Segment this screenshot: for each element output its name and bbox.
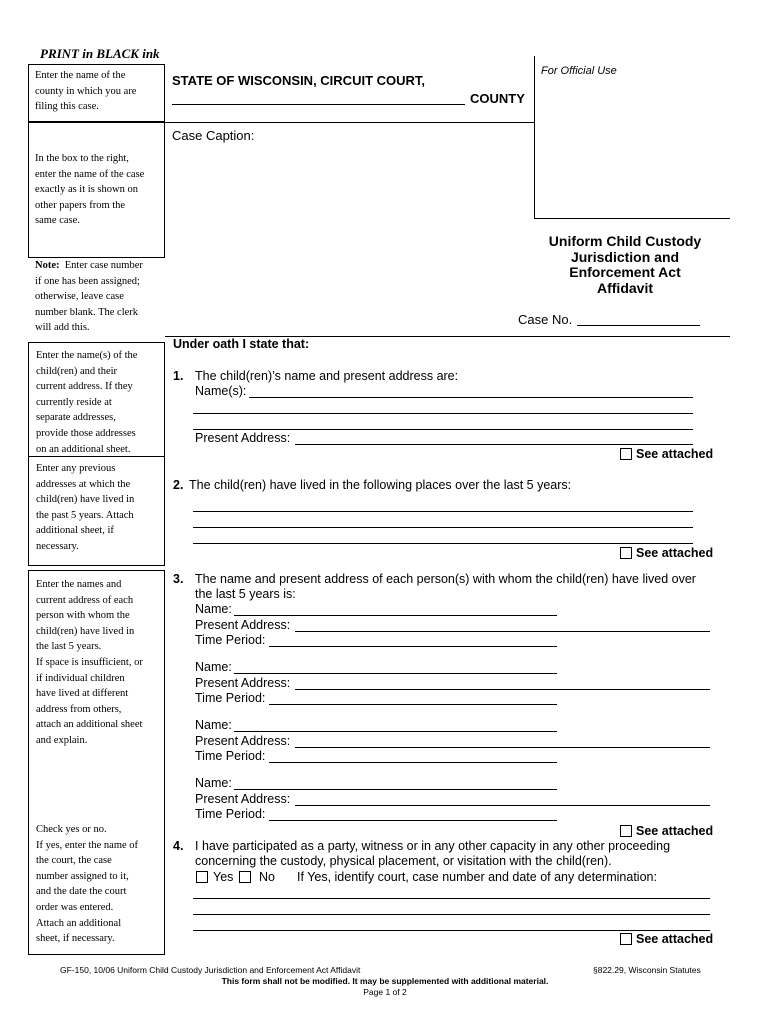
person-1-time-input[interactable] bbox=[269, 646, 557, 647]
county-label: COUNTY bbox=[470, 91, 525, 106]
court-heading: STATE OF WISCONSIN, CIRCUIT COURT, bbox=[172, 73, 426, 88]
see-attached-checkbox-3[interactable] bbox=[620, 825, 632, 837]
print-instruction: PRINT in BLACK ink bbox=[40, 46, 160, 61]
person-2-name-label: Name: bbox=[195, 660, 232, 674]
case-caption-input[interactable] bbox=[172, 146, 527, 336]
previous-address-line-1[interactable] bbox=[193, 511, 693, 512]
case-number-label: Case No. bbox=[518, 312, 573, 327]
persons-note: Enter the names and current address of each person with whom the child(ren) have lived in the last 5 years. If space is insufficient, or if individual children have lived at different address from others, attach an additional sheet and explain. bbox=[36, 579, 143, 746]
previous-address-line-2[interactable] bbox=[193, 527, 693, 528]
if-yes-instruction: If Yes, identify court, case number and date of any determination: bbox=[297, 870, 657, 884]
child-present-address-input[interactable] bbox=[295, 444, 693, 445]
oath-heading: Under oath I state that: bbox=[173, 337, 310, 351]
item-1-text: The child(ren)’s name and present address are: bbox=[195, 369, 459, 383]
child-names-input[interactable] bbox=[249, 397, 693, 398]
item-4-number: 4. bbox=[173, 839, 184, 853]
person-2-name-input[interactable] bbox=[234, 673, 557, 674]
determination-line-1[interactable] bbox=[193, 898, 710, 899]
person-3-time-label: Time Period: bbox=[195, 749, 266, 763]
item-3-text-line-2: the last 5 years is: bbox=[195, 587, 296, 601]
modification-warning: This form shall not be modified. It may be supplemented with additional material. bbox=[221, 976, 549, 986]
case-number-note: Note: Enter case number if one has been assigned; otherwise, leave case number blank. The clerk will add this. bbox=[35, 260, 143, 334]
see-attached-label-4: See attached bbox=[636, 932, 714, 946]
see-attached-label-2: See attached bbox=[636, 546, 714, 560]
yes-checkbox[interactable] bbox=[196, 871, 208, 883]
person-3-name-input[interactable] bbox=[234, 731, 557, 732]
child-names-line-2[interactable] bbox=[193, 413, 693, 414]
person-3-address-label: Present Address: bbox=[195, 734, 291, 748]
person-2-address-label: Present Address: bbox=[195, 676, 291, 690]
person-4-name-label: Name: bbox=[195, 776, 232, 790]
item-2-number: 2. bbox=[173, 478, 184, 492]
person-1-time-label: Time Period: bbox=[195, 633, 266, 647]
person-2-address-input[interactable] bbox=[295, 689, 710, 690]
person-1-name-label: Name: bbox=[195, 602, 232, 616]
person-3-address-input[interactable] bbox=[295, 747, 710, 748]
children-note-divider bbox=[28, 456, 165, 457]
person-4-address-label: Present Address: bbox=[195, 792, 291, 806]
child-names-line-3[interactable] bbox=[193, 429, 693, 430]
children-note: Enter the name(s) of the child(ren) and their current address. If they currently reside at separate addresses, provide those addresses on an additional sheet. bbox=[36, 350, 138, 455]
official-use-label: For Official Use bbox=[541, 65, 617, 77]
form-id: GF-150, 10/06 Uniform Child Custody Jurisdiction and Enforcement Act Affidavit bbox=[60, 965, 361, 975]
child-present-address-label: Present Address: bbox=[195, 431, 291, 445]
person-1-address-label: Present Address: bbox=[195, 618, 291, 632]
person-2-time-input[interactable] bbox=[269, 704, 557, 705]
previous-address-line-3[interactable] bbox=[193, 543, 693, 544]
see-attached-checkbox-2[interactable] bbox=[620, 547, 632, 559]
official-use-bottom bbox=[534, 218, 730, 219]
names-label: Name(s): bbox=[195, 384, 247, 398]
item-3-number: 3. bbox=[173, 572, 184, 586]
person-1-name-input[interactable] bbox=[234, 615, 557, 616]
see-attached-label-1: See attached bbox=[636, 447, 714, 461]
person-2-time-label: Time Period: bbox=[195, 691, 266, 705]
person-3-time-input[interactable] bbox=[269, 762, 557, 763]
county-input[interactable] bbox=[172, 104, 465, 105]
person-1-address-input[interactable] bbox=[295, 631, 710, 632]
previous-addresses-note: Enter any previous addresses at which the child(ren) have lived in the past 5 years. Attach additional sheet, if necessary. bbox=[36, 463, 135, 552]
see-attached-label-3: See attached bbox=[636, 824, 714, 838]
caption-note: In the box to the right, enter the name of the case exactly as it is shown on other papers from the same case. bbox=[35, 153, 145, 227]
person-4-time-input[interactable] bbox=[269, 820, 557, 821]
item-1-number: 1. bbox=[173, 369, 184, 383]
person-3-name-label: Name: bbox=[195, 718, 232, 732]
yes-label: Yes bbox=[213, 870, 234, 884]
statute-reference: §822.29, Wisconsin Statutes bbox=[593, 965, 701, 975]
item-3-text-line-1: The name and present address of each person(s) with whom the child(ren) have lived over bbox=[195, 572, 696, 586]
yes-no-note: Check yes or no. If yes, enter the name of the court, the case number assigned to it, and the date the court order was entered. Attach an additional sheet, if necessary. bbox=[36, 824, 139, 945]
person-4-address-input[interactable] bbox=[295, 805, 710, 806]
no-label: No bbox=[259, 870, 275, 884]
county-note: Enter the name of the county in which you are filing this case. bbox=[35, 70, 137, 113]
person-4-name-input[interactable] bbox=[234, 789, 557, 790]
page-number: Page 1 of 2 bbox=[363, 987, 407, 997]
person-4-time-label: Time Period: bbox=[195, 807, 266, 821]
case-caption-label: Case Caption: bbox=[172, 128, 255, 143]
form-title: Uniform Child Custody Jurisdiction and Enforcement Act Affidavit bbox=[548, 233, 702, 296]
item-2-text: The child(ren) have lived in the following places over the last 5 years: bbox=[189, 478, 572, 492]
item-4-text-line-1: I have participated as a party, witness or in any other capacity in any other proceeding bbox=[195, 839, 671, 853]
determination-line-3[interactable] bbox=[193, 930, 710, 931]
no-checkbox[interactable] bbox=[239, 871, 251, 883]
item-4-text-line-2: concerning the custody, physical placement, or visitation with the child(ren). bbox=[195, 854, 612, 868]
official-use-divider bbox=[534, 56, 535, 218]
see-attached-checkbox-1[interactable] bbox=[620, 448, 632, 460]
case-number-input[interactable] bbox=[577, 325, 700, 326]
see-attached-checkbox-4[interactable] bbox=[620, 933, 632, 945]
caption-top-rule bbox=[165, 122, 534, 123]
determination-line-2[interactable] bbox=[193, 914, 710, 915]
